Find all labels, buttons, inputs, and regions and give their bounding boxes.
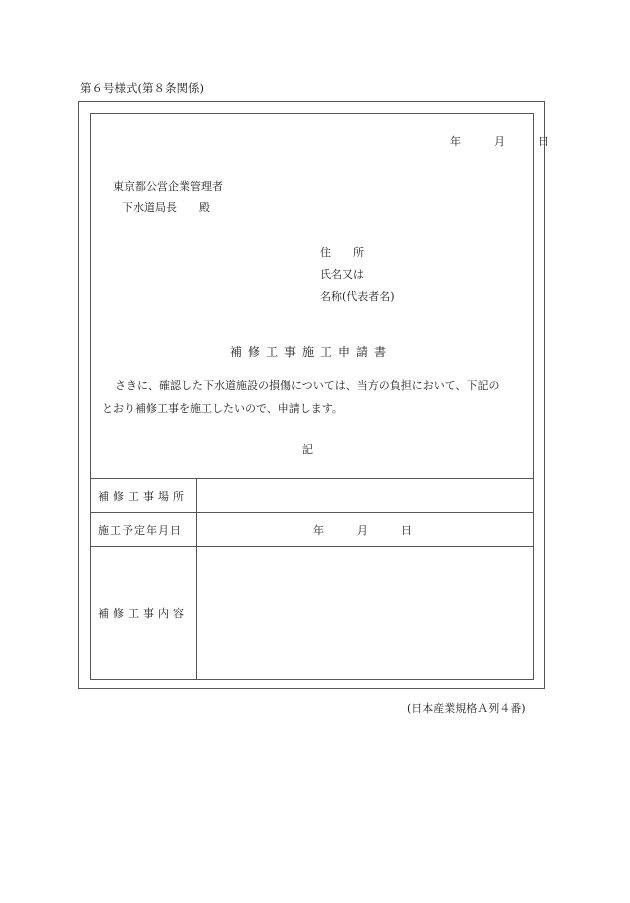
row-label-content: 補修工事内容 xyxy=(98,607,188,620)
applicant-title-label: 名称(代表者名) xyxy=(320,290,395,303)
table-row-divider xyxy=(90,512,534,513)
date-month: 月 xyxy=(494,135,505,148)
form-number: 第６号様式(第８条関係) xyxy=(80,81,204,95)
applicant-address-label: 住 所 xyxy=(320,246,364,259)
table-row-divider xyxy=(90,546,534,547)
scheduled-date-field[interactable]: 年 月 日 xyxy=(313,524,412,537)
row-label-date: 施工予定年月日 xyxy=(98,524,182,537)
date-day: 日 xyxy=(538,135,549,148)
applicant-name-label: 氏名又は xyxy=(320,268,364,281)
document-title: 補修工事施工申請書 xyxy=(230,345,393,359)
table-column-divider xyxy=(196,478,197,680)
body-text-line-1: さきに、確認した下水道施設の損傷については、当方の負担において、下記の xyxy=(115,379,500,392)
date-year: 年 xyxy=(450,135,461,148)
table-top-border xyxy=(90,478,534,479)
row-label-place: 補修工事場所 xyxy=(98,490,188,503)
recipient-title: 東京都公営企業管理者 xyxy=(113,180,223,193)
body-text-line-2: とおり補修工事を施工したいので、申請します。 xyxy=(102,402,343,415)
recipient-name: 下水道局長 殿 xyxy=(122,201,210,214)
paper-standard-note: (日本産業規格Ａ列４番) xyxy=(407,702,526,715)
date-line xyxy=(450,133,549,149)
ki-heading: 記 xyxy=(302,443,313,456)
